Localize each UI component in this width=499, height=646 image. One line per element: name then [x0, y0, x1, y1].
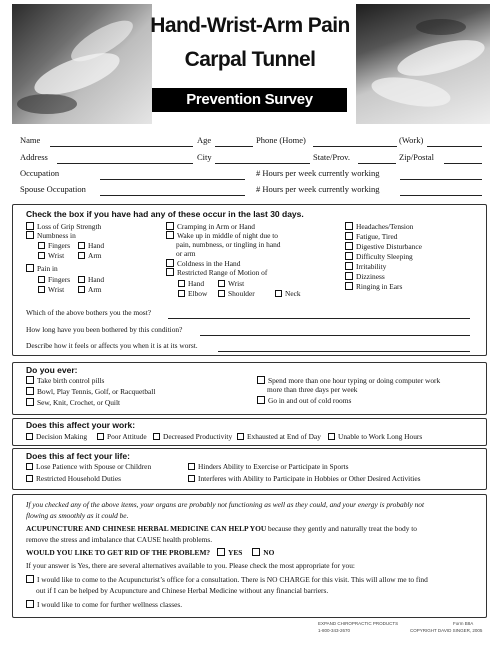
label: Arm	[88, 285, 102, 294]
label: Loss of Grip Strength	[37, 222, 102, 231]
address-label: Address	[20, 152, 48, 162]
label: Interferes with Ability to Participate in Hobbies or Other Desired Activities	[198, 474, 421, 483]
label: Hand	[188, 279, 205, 288]
label: Ringing in Ears	[356, 282, 403, 291]
checkbox[interactable]	[26, 463, 33, 470]
numb-hand[interactable]	[78, 241, 104, 250]
label: Wrist	[48, 251, 65, 260]
activity-bowl[interactable]	[26, 387, 155, 396]
checkbox[interactable]	[345, 282, 353, 290]
info-italic-line-1: If you checked any of the above items, your organs are probably not functioning as well as they could, and your energy is probably not	[26, 500, 425, 509]
label: Restricted Range of Motion of	[177, 268, 268, 277]
checkbox[interactable]	[257, 376, 265, 384]
age-label: Age	[197, 135, 212, 145]
zip-label: Zip/Postal	[399, 152, 434, 162]
checkbox[interactable]	[26, 575, 34, 583]
life-affect-heading: Does this af fect your life:	[26, 451, 130, 461]
symptom-sleeping[interactable]	[345, 252, 413, 261]
restricted-shoulder[interactable]	[218, 289, 255, 298]
right-hands-photo	[356, 4, 490, 124]
symptoms-heading: Check the box if you have had any of these occur in the last 30 days.	[26, 209, 304, 219]
describe-field[interactable]	[218, 351, 470, 352]
pain-fingers[interactable]	[38, 275, 70, 284]
symptom-numbness[interactable]	[26, 231, 76, 240]
city-field[interactable]	[215, 163, 310, 164]
how-long-field[interactable]	[200, 335, 470, 336]
title-line-1: Hand-Wrist-Arm Pain	[150, 14, 350, 37]
label: Poor Attitude	[107, 432, 147, 441]
checkbox[interactable]	[26, 433, 33, 440]
label: I would like to come to the Acupuncturist’s office for a consultation. There is NO CHARGE for this visit. This will allow me to find	[37, 575, 428, 584]
checkbox[interactable]	[38, 252, 45, 259]
label: Neck	[285, 289, 301, 298]
label: Fingers	[48, 275, 71, 284]
work-attitude[interactable]	[97, 432, 147, 441]
checkbox[interactable]	[26, 222, 34, 230]
checkbox[interactable]	[252, 548, 260, 556]
footer-copyright: COPYRIGHT DAVID SINGER, 2005	[410, 628, 483, 633]
info-bold-claim: ACUPUNCTURE AND CHINESE HERBAL MEDICINE CAN HELP YOU	[26, 524, 267, 533]
checkbox[interactable]	[237, 433, 244, 440]
label: Fatigue, Tired	[356, 232, 398, 241]
checkbox[interactable]	[26, 398, 34, 406]
phone-home-field[interactable]	[313, 146, 397, 147]
checkbox[interactable]	[38, 286, 45, 293]
work-affect-heading: Does this affect your work:	[26, 420, 136, 430]
checkbox[interactable]	[328, 433, 335, 440]
info-italic-line-2: flowing as smoothly as it could be.	[26, 511, 129, 520]
label: NO	[263, 548, 275, 557]
life-patience[interactable]	[26, 462, 151, 471]
option-wellness[interactable]	[26, 600, 182, 609]
label: YES	[227, 548, 243, 557]
label: I would like to come for further wellness classes.	[37, 600, 183, 609]
if-yes-text: If your answer is Yes, there are several alternatives available to you. Please check the most appropriate for you:	[26, 561, 355, 570]
label: Headaches/Tension	[356, 222, 414, 231]
checkbox[interactable]	[26, 387, 34, 395]
checkbox[interactable]	[166, 259, 174, 267]
label: Unable to Work Long Hours	[338, 432, 423, 441]
label: Sew, Knit, Crochet, or Quilt	[37, 398, 121, 407]
label: Spend more than one hour typing or doing computer work	[268, 376, 441, 385]
label: Digestive Disturbance	[356, 242, 422, 251]
restricted-wrist[interactable]	[218, 279, 244, 288]
bothers-most-field[interactable]	[168, 318, 470, 319]
info-acupuncture-line	[26, 524, 417, 533]
info-line-2: remove the stress and imbalance that CAUSE health problems.	[26, 535, 213, 544]
rid-question-row	[26, 548, 274, 557]
checkbox[interactable]	[166, 231, 174, 239]
restricted-hand[interactable]	[178, 279, 204, 288]
checkbox[interactable]	[218, 280, 225, 287]
checkbox[interactable]	[166, 222, 174, 230]
checkbox[interactable]	[166, 268, 174, 276]
label: Shoulder	[228, 289, 255, 298]
checkbox[interactable]	[345, 242, 353, 250]
checkbox[interactable]	[26, 475, 33, 482]
label: Coldness in the Hand	[177, 259, 241, 268]
label: Lose Patience with Spouse or Children	[36, 462, 152, 471]
label: Wrist	[48, 285, 65, 294]
state-field[interactable]	[358, 163, 396, 164]
rid-question: WOULD YOU LIKE TO GET RID OF THE PROBLEM?	[26, 548, 211, 557]
label: Wrist	[228, 279, 245, 288]
label: Cramping in Arm or Hand	[177, 222, 256, 231]
spouse-occupation-field[interactable]	[100, 195, 245, 196]
label: Elbow	[188, 289, 208, 298]
question-how-long: How long have you been bothered by this condition?	[26, 325, 183, 334]
checkbox[interactable]	[38, 242, 45, 249]
label: Wake up in middle of night due to	[177, 231, 279, 240]
activity-birth-control[interactable]	[26, 376, 104, 385]
work-exhausted[interactable]	[237, 432, 321, 441]
occupation-field[interactable]	[100, 179, 245, 180]
label: Irritability	[356, 262, 387, 271]
symptom-wake-up[interactable]	[166, 231, 278, 240]
checkbox[interactable]	[26, 231, 34, 239]
title-banner: Prevention Survey	[152, 88, 347, 112]
life-hobbies[interactable]	[188, 474, 421, 483]
work-productivity[interactable]	[153, 432, 232, 441]
label: Numbness in	[37, 231, 76, 240]
label: Bowl, Play Tennis, Golf, or Racquetball	[37, 387, 156, 396]
symptom-irritability[interactable]	[345, 262, 386, 271]
symptom-dizziness[interactable]	[345, 272, 385, 281]
pain-arm[interactable]	[78, 285, 102, 294]
pain-wrist[interactable]	[38, 285, 64, 294]
symptom-ringing[interactable]	[345, 282, 402, 291]
checkbox[interactable]	[97, 433, 104, 440]
restricted-neck[interactable]	[275, 289, 301, 298]
phone-home-label: Phone (Home)	[256, 135, 306, 145]
checkbox[interactable]	[38, 276, 45, 283]
life-household[interactable]	[26, 474, 121, 483]
checkbox[interactable]	[188, 475, 195, 482]
label: Dizziness	[356, 272, 385, 281]
label: Exhausted at End of Day	[247, 432, 321, 441]
left-hands-photo	[12, 4, 152, 124]
hours-label-2: # Hours per week currently working	[256, 184, 380, 194]
symptom-headaches[interactable]	[345, 222, 413, 231]
footer-phone: 1-800-343-2670	[318, 628, 351, 633]
do-you-ever-heading: Do you ever:	[26, 365, 78, 375]
wake-line-2: pain, numbness, or tingling in hand	[176, 240, 281, 249]
question-bothers-most: Which of the above bothers you the most?	[26, 308, 151, 317]
checkbox[interactable]	[26, 600, 34, 608]
checkbox[interactable]	[188, 463, 195, 470]
phone-work-field[interactable]	[427, 146, 482, 147]
checkbox[interactable]	[345, 222, 353, 230]
symptom-coldness[interactable]	[166, 259, 240, 268]
label: Pain in	[37, 264, 58, 273]
label: Take birth control pills	[37, 376, 105, 385]
checkbox[interactable]	[345, 252, 353, 260]
symptom-fatigue[interactable]	[345, 232, 397, 241]
checkbox[interactable]	[218, 290, 225, 297]
numb-fingers[interactable]	[38, 241, 70, 250]
activity-cold-rooms[interactable]	[257, 396, 351, 405]
label: Fingers	[48, 241, 71, 250]
hours-field-1[interactable]	[400, 179, 482, 180]
hours-field-2[interactable]	[400, 195, 482, 196]
activity-typing[interactable]	[257, 376, 440, 385]
pain-hand[interactable]	[78, 275, 104, 284]
option-consultation-line-2: out if I can be helped by Acupuncture and Chinese Herbal Medicine without any financial barriers.	[36, 586, 329, 595]
phone-work-label: (Work)	[399, 135, 424, 145]
info-rest-line-1: because they gently and naturally treat the body to	[266, 524, 417, 533]
label: Hinders Ability to Exercise or Participate in Sports	[198, 462, 349, 471]
checkbox[interactable]	[78, 276, 85, 283]
label: Arm	[88, 251, 102, 260]
checkbox[interactable]	[153, 433, 160, 440]
label: Decision Making	[36, 432, 88, 441]
city-label: City	[197, 152, 212, 162]
work-unable[interactable]	[328, 432, 422, 441]
name-label: Name	[20, 135, 41, 145]
symptom-pain[interactable]	[26, 264, 58, 273]
question-describe: Describe how it feels or affects you when it is at its worst.	[26, 341, 198, 350]
address-field[interactable]	[57, 163, 193, 164]
checkbox[interactable]	[178, 290, 185, 297]
checkbox[interactable]	[345, 232, 353, 240]
activity-sew[interactable]	[26, 398, 120, 407]
name-field[interactable]	[50, 146, 193, 147]
checkbox[interactable]	[78, 242, 85, 249]
checkbox[interactable]	[345, 272, 353, 280]
label: Difficulty Sleeping	[356, 252, 413, 261]
symptom-digestive[interactable]	[345, 242, 422, 251]
footer-form-number: Form B8A	[453, 621, 474, 626]
option-consultation[interactable]	[26, 575, 428, 584]
label: Go in and out of cold rooms	[268, 396, 352, 405]
life-exercise[interactable]	[188, 462, 348, 471]
label: Hand	[88, 241, 105, 250]
work-decision[interactable]	[26, 432, 87, 441]
checkbox[interactable]	[78, 252, 85, 259]
age-field[interactable]	[215, 146, 253, 147]
checkbox[interactable]	[275, 290, 282, 297]
symptom-loss-grip[interactable]	[26, 222, 101, 231]
no-option[interactable]	[252, 548, 274, 557]
symptom-cramping[interactable]	[166, 222, 255, 231]
spouse-occupation-label: Spouse Occupation	[20, 184, 86, 194]
zip-field[interactable]	[444, 163, 482, 164]
wake-line-3: or arm	[176, 249, 196, 258]
label: Hand	[88, 275, 105, 284]
checkbox[interactable]	[217, 548, 225, 556]
hours-label-1: # Hours per week currently working	[256, 168, 380, 178]
numb-wrist[interactable]	[38, 251, 64, 260]
state-label: State/Prov.	[313, 152, 350, 162]
restricted-elbow[interactable]	[178, 289, 207, 298]
checkbox[interactable]	[178, 280, 185, 287]
checkbox[interactable]	[26, 376, 34, 384]
label: Restricted Household Duties	[36, 474, 121, 483]
yes-option[interactable]	[217, 548, 242, 557]
checkbox[interactable]	[26, 264, 34, 272]
checkbox[interactable]	[257, 396, 265, 404]
occupation-label: Occupation	[20, 168, 60, 178]
checkbox[interactable]	[345, 262, 353, 270]
checkbox[interactable]	[78, 286, 85, 293]
title-line-2: Carpal Tunnel	[184, 48, 316, 71]
typing-line-2: more than three days per week	[267, 385, 358, 394]
label: Decreased Productivity	[163, 432, 233, 441]
symptom-restricted[interactable]	[166, 268, 267, 277]
numb-arm[interactable]	[78, 251, 102, 260]
footer-publisher: EXPAND CHIROPRACTIC PRODUCTS	[318, 621, 399, 626]
